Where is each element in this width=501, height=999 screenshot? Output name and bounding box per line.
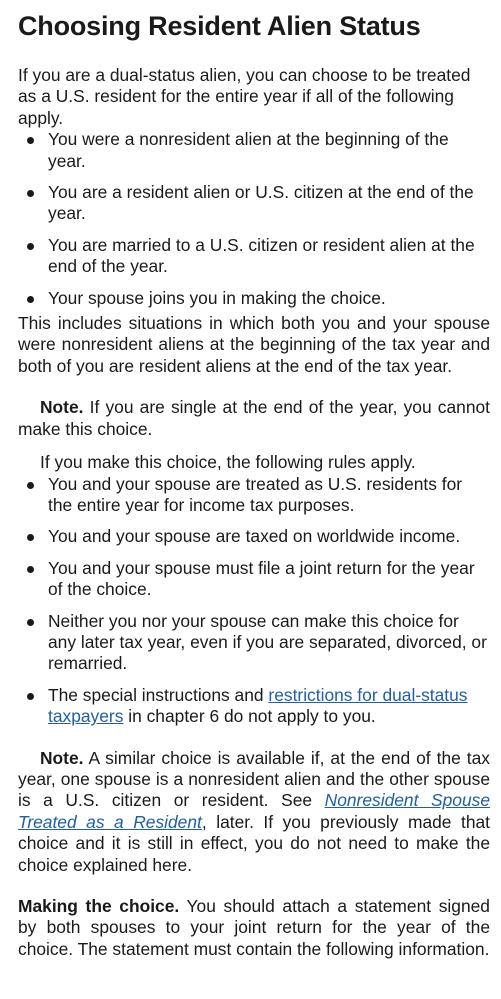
note-similar-choice-paragraph [18,748,490,876]
list-item [18,235,490,278]
list-item [18,129,490,172]
bullet-icon [27,190,34,197]
list-item-text: You and your spouse are treated as U.S. residents for the entire year for income tax purposes. [48,473,463,515]
bullet-icon [27,693,34,700]
making-choice-paragraph [18,896,490,960]
run-in-heading: Making the choice. [18,896,180,916]
situations-paragraph: This includes situations in which both you and your spouse were nonresident aliens at the beginning of the tax year and both of you are resident aliens at the end of the tax year. [18,313,490,376]
list-item-text: You are married to a U.S. citizen or resident alien at the end of the year. [48,234,475,277]
rules-intro-paragraph: If you make this choice, the following rules apply. [40,452,416,473]
section-heading: Choosing Resident Alien Status [18,11,421,41]
dual-status-restrictions-link[interactable]: restrictions for dual-status taxpayers [48,684,468,727]
note-label: Note. [40,397,84,418]
list-item-text: The special instructions and [48,684,269,705]
note-text: If you are single at the end of the year, you cannot make this choice. [18,397,490,439]
note-text: , later. If you previously made that choice and it is still in effect, you do not need to make the choice explained here. [18,811,490,875]
bullet-icon [27,137,34,144]
paragraph-text: You should attach a statement signed by both spouses to your joint return for the year of the choice. The statement must contain the following information. [18,896,490,959]
bullet-icon [27,482,34,489]
list-item [18,611,490,675]
list-item-text: Your spouse joins you in making the choice. [48,287,386,308]
list-item [18,182,490,225]
bullet-icon [27,243,34,250]
list-item [18,558,490,601]
list-item-text: You are a resident alien or U.S. citizen at the end of the year. [48,182,474,224]
list-item-text: You and your spouse are taxed on worldwide income. [48,526,461,547]
nonresident-spouse-link[interactable]: Nonresident Spouse Treated as a Resident [18,790,490,832]
list-item [18,685,490,728]
bullet-icon [27,534,34,541]
list-item-text: You and your spouse must file a joint return for the year of the choice. [48,557,475,600]
bullet-icon [27,619,34,626]
conditions-list [18,129,490,309]
bullet-icon [27,296,34,303]
note-text: A similar choice is available if, at the end of the tax year, one spouse is a nonresident alien and the other spouse is a U.S. citizen or resident. See [18,747,490,811]
list-item [18,526,490,547]
list-item [18,288,490,309]
rules-list [18,474,490,728]
note-single-paragraph [18,397,490,440]
list-item-text: You were a nonresident alien at the beginning of the year. [48,129,449,171]
bullet-icon [27,566,34,573]
list-item-text: Neither you nor your spouse can make this choice for any later tax year, even if you are separated, divorced, or remarried. [48,610,487,674]
note-label: Note. [40,747,84,768]
list-item-text: in chapter 6 do not apply to you. [123,706,376,727]
intro-paragraph: If you are a dual-status alien, you can choose to be treated as a U.S. resident for the entire year if all of the following apply. [18,65,471,128]
list-item [18,474,490,517]
